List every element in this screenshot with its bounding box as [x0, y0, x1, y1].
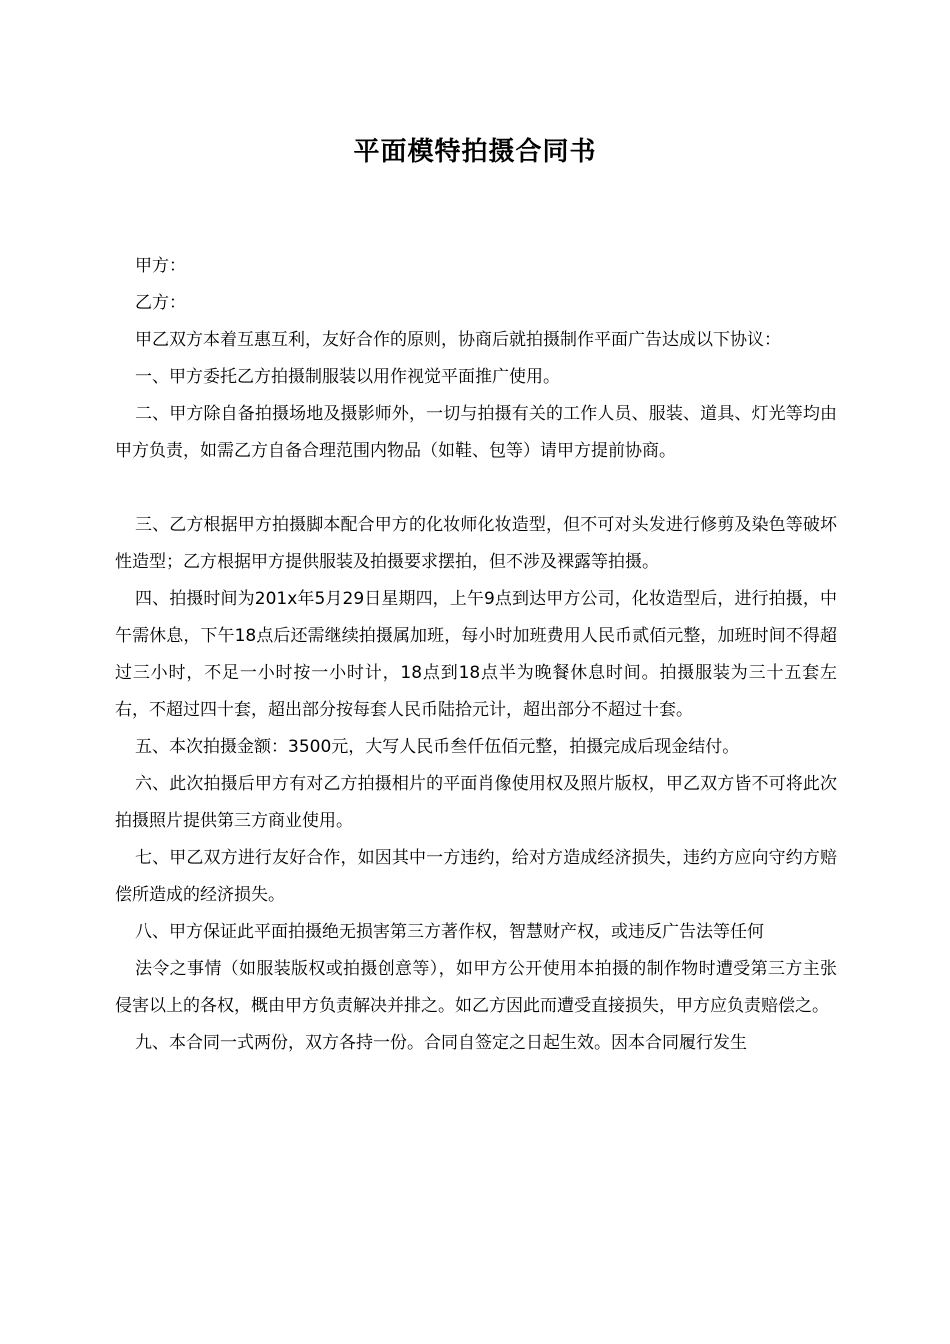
intro-paragraph: 甲乙双方本着互惠互利，友好合作的原则，协商后就拍摄制作平面广告达成以下协议：: [135, 330, 781, 350]
clause-9: 九、本合同一式两份，双方各持一份。合同自签定之日起生效。因本合同履行发生: [135, 1033, 747, 1053]
party-b-line: 乙方：: [135, 293, 186, 313]
clause-4: 四、拍摄时间为201x年5月29日星期四，上午9点到达甲方公司，化妆造型后，进行拍摄，中午需休息，下午18点后还需继续拍摄属加班，每小时加班费用人民币贰佰元整，加班时间不得超过三小时，不足一小时按一小时计，18点到18点半为晚餐休息时间。拍摄服装为三十五套左右，不超过四十套，超出部分按每套人民币陆拾元计，超出部分不超过十套。: [115, 589, 837, 720]
clause-5: 五、本次拍摄金额：3500元，大写人民币叁仟伍佰元整，拍摄完成后现金结付。: [135, 737, 740, 757]
document-body: [115, 248, 837, 1062]
clause-7: 七、甲乙双方进行友好合作，如因其中一方违约，给对方造成经济损失，违约方应向守约方赔偿所造成的经济损失。: [115, 848, 837, 905]
clause-2: 二、甲方除自备拍摄场地及摄影师外，一切与拍摄有关的工作人员、服装、道具、灯光等均由甲方负责，如需乙方自备合理范围内物品（如鞋、包等）请甲方提前协商。: [115, 404, 837, 461]
party-a-line: 甲方：: [135, 256, 186, 276]
clause-8-continued: 法令之事情（如服装版权或拍摄创意等），如甲方公开使用本拍摄的制作物时遭受第三方主张侵害以上的各权，概由甲方负责解决并排之。如乙方因此而遭受直接损失，甲方应负责赔偿之。: [115, 959, 837, 1016]
document-title: 平面模特拍摄合同书: [353, 137, 597, 167]
clause-8: 八、甲方保证此平面拍摄绝无损害第三方著作权，智慧财产权，或违反广告法等任何: [135, 922, 764, 942]
clause-3: 三、乙方根据甲方拍摄脚本配合甲方的化妆师化妆造型，但不可对头发进行修剪及染色等破坏性造型；乙方根据甲方提供服装及拍摄要求摆拍，但不涉及裸露等拍摄。: [115, 515, 837, 572]
clause-1: 一、甲方委托乙方拍摄制服装以用作视觉平面推广使用。: [135, 367, 560, 387]
clause-6: 六、此次拍摄后甲方有对乙方拍摄相片的平面肖像使用权及照片版权，甲乙双方皆不可将此次拍摄照片提供第三方商业使用。: [115, 774, 837, 831]
